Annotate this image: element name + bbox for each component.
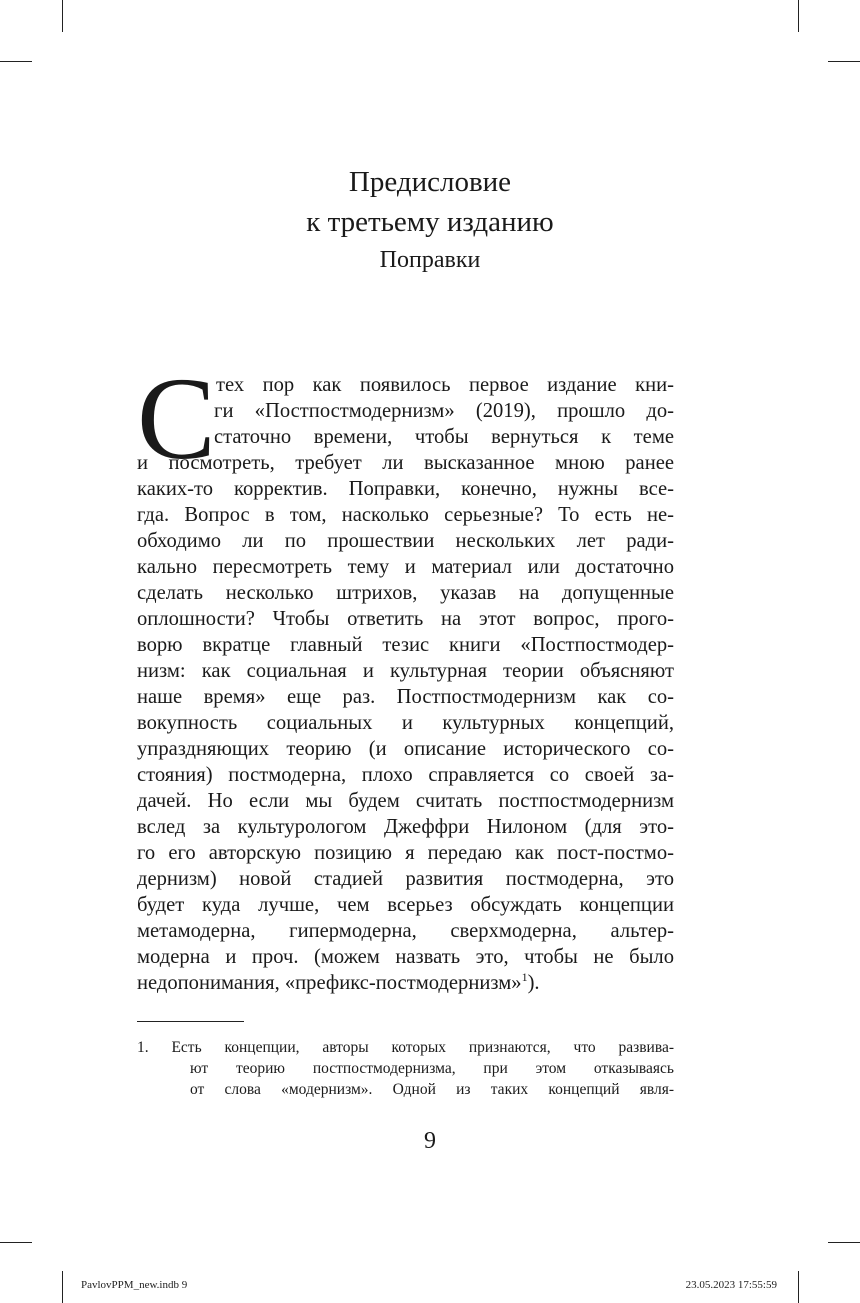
footnote-line: от слова «модернизм». Одной из таких концепций явля- [190,1081,674,1098]
body-line: вслед за культурологом Джеффри Нилоном (для это- [137,816,674,838]
footnote-rule [137,1021,244,1022]
footnote-line: 1. Есть концепции, авторы которых признаются, что развива- [137,1039,674,1056]
slug-filename: PavlovPPM_new.indb 9 [81,1279,188,1291]
body-line: сделать несколько штрихов, указав на допущенные [137,582,674,604]
crop-mark [798,0,799,32]
body-line: ворю вкратце главный тезис книги «Постпостмодер- [137,634,674,656]
chapter-subtitle: Поправки [379,247,481,273]
slug-timestamp: 23.05.2023 17:55:59 [685,1279,777,1291]
body-line: го его авторскую позицию я передаю как пост-постмо- [137,842,674,864]
body-line: кально пересмотреть тему и материал или достаточно [137,556,674,578]
body-line: упраздняющих теорию (и описание исторического со- [137,738,674,760]
body-line: обходимо ли по прошествии нескольких лет ради- [137,530,674,552]
crop-mark [0,1242,32,1243]
crop-mark [798,1271,799,1303]
body-line: вокупность социальных и культурных концепций, [137,712,674,734]
drop-cap: С [137,353,216,484]
body-line: тех пор как появилось первое издание кни- [216,374,674,396]
body-last-line-end: ). [527,972,540,994]
body-line: дернизм) новой стадией развития постмодерна, это [137,868,674,890]
crop-mark [828,61,860,62]
crop-mark [62,0,63,32]
body-line: метамодерна, гипермодерна, сверхмодерна, альтер- [137,920,674,942]
body-last-line-text: недопонимания, «префикс-постмодернизм» [137,972,522,994]
body-line: оплошности? Чтобы ответить на этот вопрос, прого- [137,608,674,630]
crop-mark [0,61,32,62]
body-line: стояния) постмодерна, плохо справляется со своей за- [137,764,674,786]
body-line: гда. Вопрос в том, насколько серьезные? То есть не- [137,504,674,526]
chapter-title: Предисловие [348,166,512,198]
body-line: наше время» еще раз. Постпостмодернизм как со- [137,686,674,708]
body-line: статочно времени, чтобы вернуться к теме [214,426,674,448]
chapter-title-line2: к третьему изданию [306,206,554,238]
body-line: модерна и проч. (можем назвать это, чтобы не было [137,946,674,968]
body-line: будет куда лучше, чем всерьез обсуждать концепции [137,894,674,916]
footnote-reference[interactable]: 1 [521,970,528,984]
body-line: и посмотреть, требует ли высказанное мною ранее [137,452,674,474]
body-line: каких-то корректив. Поправки, конечно, нужны все- [137,478,674,500]
crop-mark [828,1242,860,1243]
body-last-line [137,970,674,996]
body-line: дачей. Но если мы будем считать постпостмодернизм [137,790,674,812]
page-number: 9 [424,1128,436,1154]
body-line: ги «Постпостмодернизм» (2019), прошло до- [214,400,674,422]
footnote-line: ют теорию постпостмодернизма, при этом отказываясь [190,1060,674,1077]
body-line: низм: как социальная и культурная теории объясняют [137,660,674,682]
crop-mark [62,1271,63,1303]
